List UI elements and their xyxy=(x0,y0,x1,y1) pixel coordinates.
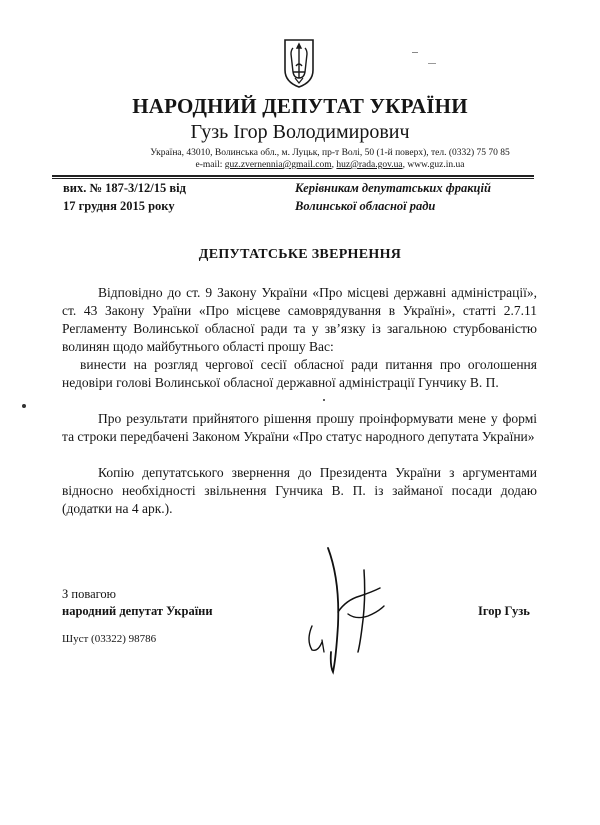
body-paragraph-request: винести на розгляд чергової сесії обласної ради питання про оголошення недовіри голові Волинської обласної державної адміністрації Гунчику В. П. xyxy=(62,357,537,390)
handwritten-signature xyxy=(300,540,410,680)
document-date: 17 грудня 2015 року xyxy=(63,199,175,213)
signer-position: народний депутат України xyxy=(62,604,213,618)
scan-speck xyxy=(323,399,325,401)
postal-address: Україна, 43010, Волинська обл., м. Луцьк, пр-т Волі, 50 (1-й поверх), тел. (0332) 75 70 85 xyxy=(150,148,510,158)
coat-of-arms-trident-icon xyxy=(282,38,316,88)
website-text: www.guz.in.ua xyxy=(407,160,465,170)
scan-speck xyxy=(428,63,436,64)
contact-line: e-mail: guz.zvernennia@gmail.com, huz@rada.gov.ua, www.guz.in.ua xyxy=(195,160,465,170)
header-divider-thin xyxy=(52,178,534,179)
scan-speck xyxy=(22,404,26,408)
email-link-primary[interactable]: guz.zvernennia@gmail.com xyxy=(224,160,332,170)
header-divider xyxy=(52,175,534,177)
executor-phone: Шуст (03322) 98786 xyxy=(62,633,157,645)
document-title: НАРОДНИЙ ДЕПУТАТ УКРАЇНИ xyxy=(132,94,468,118)
body-paragraph-legal-basis: Відповідно до ст. 9 Закону України «Про місцеві державні адміністрації», ст. 43 Закону Ураїни «Про місцеве самоврядування в Україні», статті 2.7.11 Регламенту Волинської обласної ради та у зв’язку із загальною стурбованістю волинян щодо майбутнього області прошу Вас: xyxy=(62,285,537,354)
body-paragraph-attachment: Копію депутатського звернення до Президента України з аргументами відносно необхідності звільнення Гунчика В. П. із займаної посади додаю (додатки на 4 арк.). xyxy=(62,465,537,516)
deputy-name: Гузь Ігор Володимирович xyxy=(190,121,410,143)
signer-name: Ігор Гузь xyxy=(478,604,530,618)
email-link-rada[interactable]: huz@rada.gov.ua xyxy=(336,160,403,170)
outgoing-number: вих. № 187-3/12/15 від xyxy=(63,181,186,195)
appeal-heading: ДЕПУТАТСЬКЕ ЗВЕРНЕННЯ xyxy=(198,247,402,262)
scan-speck xyxy=(412,52,418,53)
recipient-line-2: Волинської обласної ради xyxy=(295,199,436,213)
body-paragraph-response: Про результати прийнятого рішення прошу проінформувати мене у формі та строки передбачені Законом України «Про статус народного депутата України» xyxy=(62,411,537,444)
closing-regards: З повагою xyxy=(62,587,117,601)
email-label: e-mail: xyxy=(195,160,223,170)
recipient-line-1: Керівникам депутатських фракцій xyxy=(295,181,491,195)
